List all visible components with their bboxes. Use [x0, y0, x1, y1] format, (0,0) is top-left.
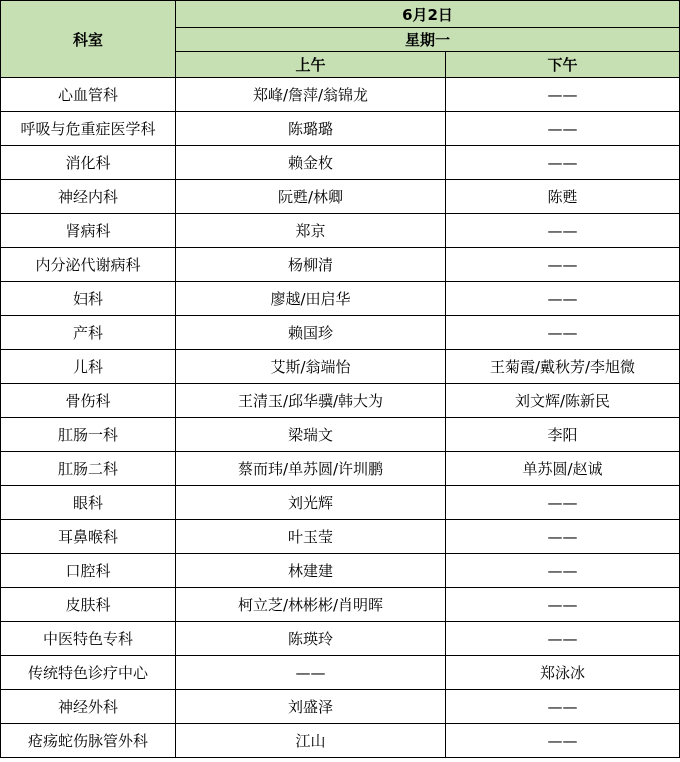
am-header: 上午 [176, 52, 446, 78]
dept-cell: 骨伤科 [1, 384, 176, 418]
pm-doctors-cell: —— [446, 724, 680, 758]
am-doctors-cell: 陈瑛玲 [176, 622, 446, 656]
pm-doctors-cell: —— [446, 622, 680, 656]
dept-cell: 皮肤科 [1, 588, 176, 622]
table-row [1, 78, 680, 112]
am-doctors-cell: —— [176, 656, 446, 690]
table-row [1, 452, 680, 486]
table-row [1, 588, 680, 622]
dept-cell: 中医特色专科 [1, 622, 176, 656]
am-doctors-cell: 叶玉莹 [176, 520, 446, 554]
am-doctors-cell: 江山 [176, 724, 446, 758]
dept-cell: 眼科 [1, 486, 176, 520]
am-doctors-cell: 赖金枚 [176, 146, 446, 180]
pm-doctors-cell: —— [446, 316, 680, 350]
dept-cell: 肾病科 [1, 214, 176, 248]
dept-cell: 耳鼻喉科 [1, 520, 176, 554]
table-row [1, 214, 680, 248]
pm-doctors-cell: 陈甦 [446, 180, 680, 214]
dept-cell: 神经内科 [1, 180, 176, 214]
am-doctors-cell: 杨柳清 [176, 248, 446, 282]
am-doctors-cell: 王清玉/邱华骥/韩大为 [176, 384, 446, 418]
pm-doctors-cell: —— [446, 112, 680, 146]
am-doctors-cell: 陈璐璐 [176, 112, 446, 146]
table-row [1, 622, 680, 656]
dept-cell: 口腔科 [1, 554, 176, 588]
pm-doctors-cell: —— [446, 214, 680, 248]
table-row [1, 180, 680, 214]
am-doctors-cell: 郑峰/詹萍/翁锦龙 [176, 78, 446, 112]
dept-cell: 心血管科 [1, 78, 176, 112]
dept-cell: 神经外科 [1, 690, 176, 724]
date-header: 6月2日 [176, 1, 680, 28]
dept-cell: 肛肠一科 [1, 418, 176, 452]
table-row [1, 418, 680, 452]
table-row [1, 350, 680, 384]
am-doctors-cell: 刘光辉 [176, 486, 446, 520]
weekday-header: 星期一 [176, 28, 680, 52]
table-row [1, 282, 680, 316]
pm-doctors-cell: —— [446, 554, 680, 588]
pm-doctors-cell: —— [446, 282, 680, 316]
pm-doctors-cell: 单苏圆/赵诚 [446, 452, 680, 486]
am-doctors-cell: 梁瑞文 [176, 418, 446, 452]
am-doctors-cell: 艾斯/翁端怡 [176, 350, 446, 384]
table-row [1, 146, 680, 180]
pm-doctors-cell: —— [446, 588, 680, 622]
pm-doctors-cell: —— [446, 78, 680, 112]
pm-doctors-cell: 刘文辉/陈新民 [446, 384, 680, 418]
table-row [1, 656, 680, 690]
table-row [1, 724, 680, 758]
am-doctors-cell: 廖越/田启华 [176, 282, 446, 316]
am-doctors-cell: 柯立芝/林彬彬/肖明晖 [176, 588, 446, 622]
table-row [1, 486, 680, 520]
dept-cell: 肛肠二科 [1, 452, 176, 486]
pm-doctors-cell: 郑泳冰 [446, 656, 680, 690]
table-row [1, 384, 680, 418]
dept-cell: 产科 [1, 316, 176, 350]
pm-doctors-cell: —— [446, 248, 680, 282]
table-row [1, 316, 680, 350]
table-header [1, 1, 680, 78]
table-body [1, 78, 680, 758]
table-row [1, 690, 680, 724]
am-doctors-cell: 郑京 [176, 214, 446, 248]
table-row [1, 554, 680, 588]
dept-cell: 内分泌代谢病科 [1, 248, 176, 282]
table-row [1, 248, 680, 282]
pm-header: 下午 [446, 52, 680, 78]
am-doctors-cell: 赖国珍 [176, 316, 446, 350]
pm-doctors-cell: —— [446, 486, 680, 520]
dept-cell: 消化科 [1, 146, 176, 180]
pm-doctors-cell: —— [446, 690, 680, 724]
dept-column-header: 科室 [1, 1, 176, 78]
pm-doctors-cell: —— [446, 146, 680, 180]
am-doctors-cell: 阮甦/林卿 [176, 180, 446, 214]
pm-doctors-cell: 王菊霞/戴秋芳/李旭微 [446, 350, 680, 384]
am-doctors-cell: 刘盛泽 [176, 690, 446, 724]
am-doctors-cell: 林建建 [176, 554, 446, 588]
table-row [1, 112, 680, 146]
pm-doctors-cell: 李阳 [446, 418, 680, 452]
dept-cell: 传统特色诊疗中心 [1, 656, 176, 690]
dept-cell: 儿科 [1, 350, 176, 384]
dept-cell: 疮疡蛇伤脉管外科 [1, 724, 176, 758]
pm-doctors-cell: —— [446, 520, 680, 554]
dept-cell: 呼吸与危重症医学科 [1, 112, 176, 146]
table-row [1, 520, 680, 554]
am-doctors-cell: 蔡而玮/单苏圆/许圳鹏 [176, 452, 446, 486]
dept-cell: 妇科 [1, 282, 176, 316]
